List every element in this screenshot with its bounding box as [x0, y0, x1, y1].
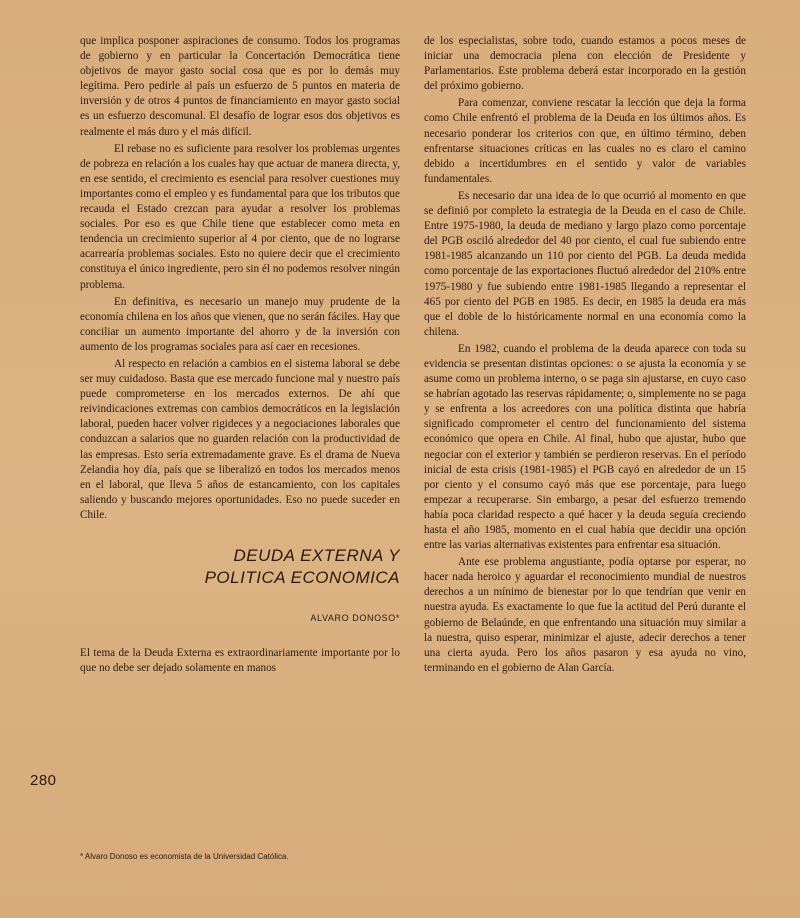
body-paragraph: Para comenzar, conviene rescatar la lección que deja la forma como Chile enfrentó el problema de la Deuda en los últimos años. Es necesario ponderar los criterios con que, en último término, deben enfrentarse situaciones críticas en las cuales no es claro el camino debido a incertidumbres en el sentido y valor de variables fundamentales.: [424, 97, 746, 185]
body-paragraph: En 1982, cuando el problema de la deuda aparece con toda su evidencia se presentan distintas opciones: o se ajusta la economía y se asume como un problema interno, o se paga sin ajustarse, en cuyo caso se habrían agotado las reservas rápidamente; o, simplemente no se paga y se enfrenta a los acreedores con una política distinta que habría significado comprometer el centro del funcionamiento del sistema económico que opera en Chile. Al final, hubo que ajustar, hubo que negociar con el exterior y también se perdieron reservas. En el período inicial de esta crisis (1981-1985) el PGB cayó en alrededor de un 15 por ciento y el consumo cayó más que ese porcentaje, para luego empezar a recuperarse. Sin embargo, a pesar del esfuerzo tremendo había poca claridad respecto a qué hacer y la deuda seguía creciendo hasta el año 1985, momento en el cual había que decidir una opción entre las varias alternativas existentes para enfrentar esa situación.: [424, 342, 746, 552]
body-paragraph: de los especialistas, sobre todo, cuando estamos a pocos meses de iniciar una democracia plena con elección de Presidente y Parlamentarios. Este problema deberá estar incorporado en la gestión del próximo gobierno.: [424, 35, 746, 93]
body-paragraph: Es necesario dar una idea de lo que ocurrió al momento en que se definió por completo la estrategia de la Deuda en el caso de Chile. Entre 1975-1980, la deuda de mediano y largo plazo como porcentaje del PGB osciló alrededor del 40 por ciento, el cual fue subiendo entre 1981-1985 alcanzando un 110 por ciento del PGB. La deuda medida como porcentaje de las exportaciones fluctuó alrededor del 210% entre 1975-1980 y fue subiendo entre 1981-1985 llegando a representar el 465 por ciento del PGB en 1985. Es decir, en 1985 la deuda era más que el doble de lo históricamente normal en una economía como la chilena.: [424, 189, 746, 338]
section-title-line: DEUDA EXTERNA Y: [233, 546, 400, 565]
body-paragraph: El rebase no es suficiente para resolver los problemas urgentes de pobreza en relación a los cuales hay que actuar de manera directa, y, en ese sentido, el crecimiento es esencial para resolver cuestiones muy importantes como el empleo y es fundamental para que los tributos que recauda el Estado crezcan para ayudar a resolver los problemas sociales. Por eso es que Chile tiene que establecer como meta en tendencia un crecimiento superior al 4 por ciento, que de no lograrse acarrearía problemas sociales. Esto no quiere decir que el crecimiento constituya el único ingrediente, pero sin él no podemos resolver ningún problema.: [80, 142, 400, 291]
section-intro: El tema de la Deuda Externa es extraordinariamente importante por lo que no debe ser dejado solamente en manos: [80, 647, 400, 675]
section-title: [80, 545, 400, 589]
right-column: [424, 34, 746, 678]
body-paragraph: En definitiva, es necesario un manejo muy prudente de la economía chilena en los años que vienen, que no serán fáciles. Hay que conciliar un aumento importante del ahorro y de la inversión con aumento de los programas sociales para así caer en recesiones.: [80, 295, 400, 353]
body-paragraph: Ante ese problema angustiante, podía optarse por esperar, no hacer nada heroico y aguardar el reconocimiento mundial de nuestros derechos a un mínimo de bienestar por lo que tendrían que venir en nuestra ayuda. Es exactamente lo que fue la actitud del Perú durante el gobierno de Belaúnde, en que enfrentando una situación muy similar a la nuestra, quiso esperar, minimizar el ajuste, adecir derechos a tener una cierta ayuda. Pero los años pasaron y esa ayuda no vino, terminando en el gobierno de Alan García.: [424, 556, 746, 674]
page-number: 280: [30, 772, 57, 789]
body-paragraph: Al respecto en relación a cambios en el sistema laboral se debe ser muy cuidadoso. Basta que ese mercado funcione mal y nuestro país puede comprometerse en los mercados externos. De ahí que reivindicaciones extremas con cambios democráticos en la legislación laboral, pueden hacer volver rigideces y a negociaciones laborales que conduzcan a salarios que no guarden relación con la productividad de las empresas. Esto sería extremadamente grave. Es el drama de Nueva Zelandia hoy día, país que se liberalizó en todos los mercados menos en el laboral, que lleva 5 años de estancamiento, con los capitales saliendo y buscando mejores oportunidades. Eso no puede suceder en Chile.: [80, 357, 400, 521]
author-name: ALVARO DONOSO*: [310, 613, 400, 623]
body-paragraph: que implica posponer aspiraciones de consumo. Todos los programas de gobierno y en particular la Concertación Democrática tiene objetivos de mayor gasto social cosa que es por lo demás muy legítima. Pero pedirle al país un esfuerzo de 5 puntos en materia de inversión y de otros 4 puntos de financiamiento en mayor gasto social es un esfuerzo descomunal. El desafío de lograr esos dos objetivos es realmente el más duro y el más difícil.: [80, 35, 400, 138]
footnote: * Alvaro Donoso es economista de la Universidad Católica.: [80, 852, 289, 861]
section-title-line: POLITICA ECONOMICA: [204, 568, 400, 587]
left-column: [80, 34, 400, 678]
